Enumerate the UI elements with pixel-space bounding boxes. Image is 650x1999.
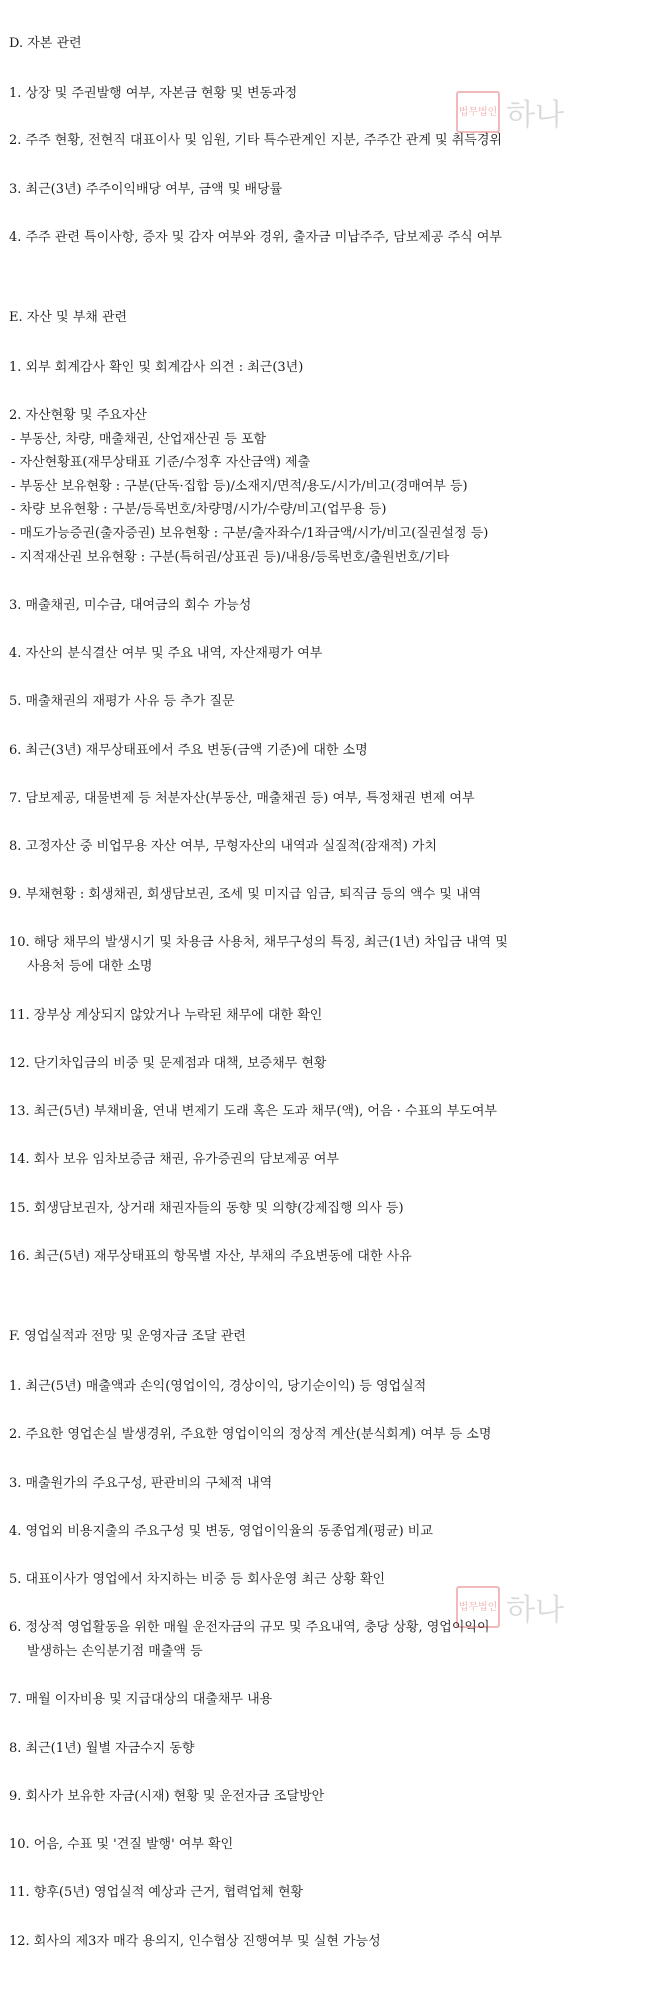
list-item: 10. 어음, 수표 및 '견질 발행' 여부 확인 — [9, 1837, 234, 1852]
list-item: 12. 단기차입금의 비중 및 문제점과 대책, 보증채무 현황 — [9, 1056, 327, 1071]
list-item: 3. 최근(3년) 주주이익배당 여부, 금액 및 배당률 — [9, 182, 283, 197]
sub-item: - 부동산, 차량, 매출채권, 산업재산권 등 포함 — [11, 432, 267, 447]
list-item: 16. 최근(5년) 재무상태표의 항목별 자산, 부채의 주요변동에 대한 사유 — [9, 1249, 412, 1264]
watermark-text: 하나 — [506, 1593, 564, 1628]
list-item-continuation: 사용처 등에 대한 소명 — [27, 959, 153, 974]
list-item: 11. 장부상 계상되지 않았거나 누락된 채무에 대한 확인 — [9, 1008, 323, 1023]
list-item: 4. 자산의 분식결산 여부 및 주요 내역, 자산재평가 여부 — [9, 646, 323, 661]
list-item: 14. 회사 보유 임차보증금 채권, 유가증권의 담보제공 여부 — [9, 1152, 340, 1167]
list-item-continuation: 발생하는 손익분기점 매출액 등 — [27, 1644, 203, 1659]
list-item: 2. 주요한 영업손실 발생경위, 주요한 영업이익의 정상적 계산(분식회계) 여부 등 소명 — [9, 1427, 492, 1442]
section-heading-d: D. 자본 관련 — [9, 36, 82, 51]
list-item: 15. 회생담보권자, 상거래 채권자들의 동향 및 의향(강제집행 의사 등) — [9, 1201, 404, 1216]
sub-item: - 매도가능증권(출자증권) 보유현황 : 구분/출자좌수/1좌금액/시가/비고(질권설정 등) — [11, 526, 489, 541]
list-item: 11. 향후(5년) 영업실적 예상과 근거, 협력업체 현황 — [9, 1885, 304, 1900]
list-item: 9. 부채현황 : 회생채권, 회생담보권, 조세 및 미지급 임금, 퇴직금 등의 액수 및 내역 — [9, 887, 482, 902]
list-item: 4. 주주 관련 특이사항, 증자 및 감자 여부와 경위, 출자금 미납주주, 담보제공 주식 여부 — [9, 230, 502, 245]
list-item: 2. 주주 현황, 전현직 대표이사 및 임원, 기타 특수관계인 지분, 주주간 관계 및 취득경위 — [9, 133, 502, 148]
list-item: 1. 상장 및 주권발행 여부, 자본금 현황 및 변동과정 — [9, 86, 298, 101]
list-item: 4. 영업외 비용지출의 주요구성 및 변동, 영업이익율의 동종업계(평균) 비교 — [9, 1524, 433, 1539]
list-item: 7. 담보제공, 대물변제 등 처분자산(부동산, 매출채권 등) 여부, 특정채권 변제 여부 — [9, 791, 475, 806]
list-item: 12. 회사의 제3자 매각 용의지, 인수협상 진행여부 및 실현 가능성 — [9, 1934, 381, 1949]
list-item: 3. 매출채권, 미수금, 대여금의 회수 가능성 — [9, 598, 252, 613]
list-item: 8. 고정자산 중 비업무용 자산 여부, 무형자산의 내역과 실질적(잠재적) 가치 — [9, 839, 438, 854]
list-item: 5. 대표이사가 영업에서 차지하는 비중 등 회사운영 최근 상황 확인 — [9, 1572, 386, 1587]
seal-stamp-icon: 법무법인 — [456, 1586, 500, 1628]
list-item: 6. 정상적 영업활동을 위한 매월 운전자금의 규모 및 주요내역, 충당 상황, 영업이익이 — [9, 1620, 490, 1635]
section-heading-f: F. 영업실적과 전망 및 운영자금 조달 관련 — [9, 1329, 246, 1344]
sub-item: - 자산현황표(재무상태표 기준/수정후 자산금액) 제출 — [11, 455, 311, 470]
list-item: 2. 자산현황 및 주요자산 — [9, 408, 147, 423]
list-item: 8. 최근(1년) 월별 자금수지 동향 — [9, 1741, 195, 1756]
seal-stamp-icon: 법무법인 — [456, 91, 500, 133]
list-item: 1. 최근(5년) 매출액과 손익(영업이익, 경상이익, 당기순이익) 등 영업실적 — [9, 1379, 427, 1394]
list-item: 7. 매월 이자비용 및 지급대상의 대출채무 내용 — [9, 1692, 273, 1707]
list-item: 1. 외부 회계감사 확인 및 회계감사 의견 : 최근(3년) — [9, 360, 304, 375]
watermark-top — [456, 90, 564, 134]
list-item: 6. 최근(3년) 재무상태표에서 주요 변동(금액 기준)에 대한 소명 — [9, 743, 368, 758]
watermark-text: 하나 — [506, 98, 564, 133]
section-heading-e: E. 자산 및 부채 관련 — [9, 310, 128, 325]
sub-item: - 지적재산권 보유현황 : 구분(특허권/상표권 등)/내용/등록번호/출원번호/기타 — [11, 550, 450, 565]
sub-item: - 차량 보유현황 : 구분/등록번호/차량명/시가/수량/비고(업무용 등) — [11, 502, 387, 517]
list-item: 5. 매출채권의 재평가 사유 등 추가 질문 — [9, 694, 235, 709]
list-item: 3. 매출원가의 주요구성, 판관비의 구체적 내역 — [9, 1476, 273, 1491]
list-item: 9. 회사가 보유한 자금(시재) 현황 및 운전자금 조달방안 — [9, 1789, 325, 1804]
list-item: 13. 최근(5년) 부채비율, 연내 변제기 도래 혹은 도과 채무(액), 어음 · 수표의 부도여부 — [9, 1104, 497, 1119]
sub-item: - 부동산 보유현황 : 구분(단독·집합 등)/소재지/면적/용도/시가/비고(경매여부 등) — [11, 479, 468, 494]
list-item: 10. 해당 채무의 발생시기 및 차용금 사용처, 채무구성의 특징, 최근(1년) 차입금 내역 및 — [9, 935, 508, 950]
